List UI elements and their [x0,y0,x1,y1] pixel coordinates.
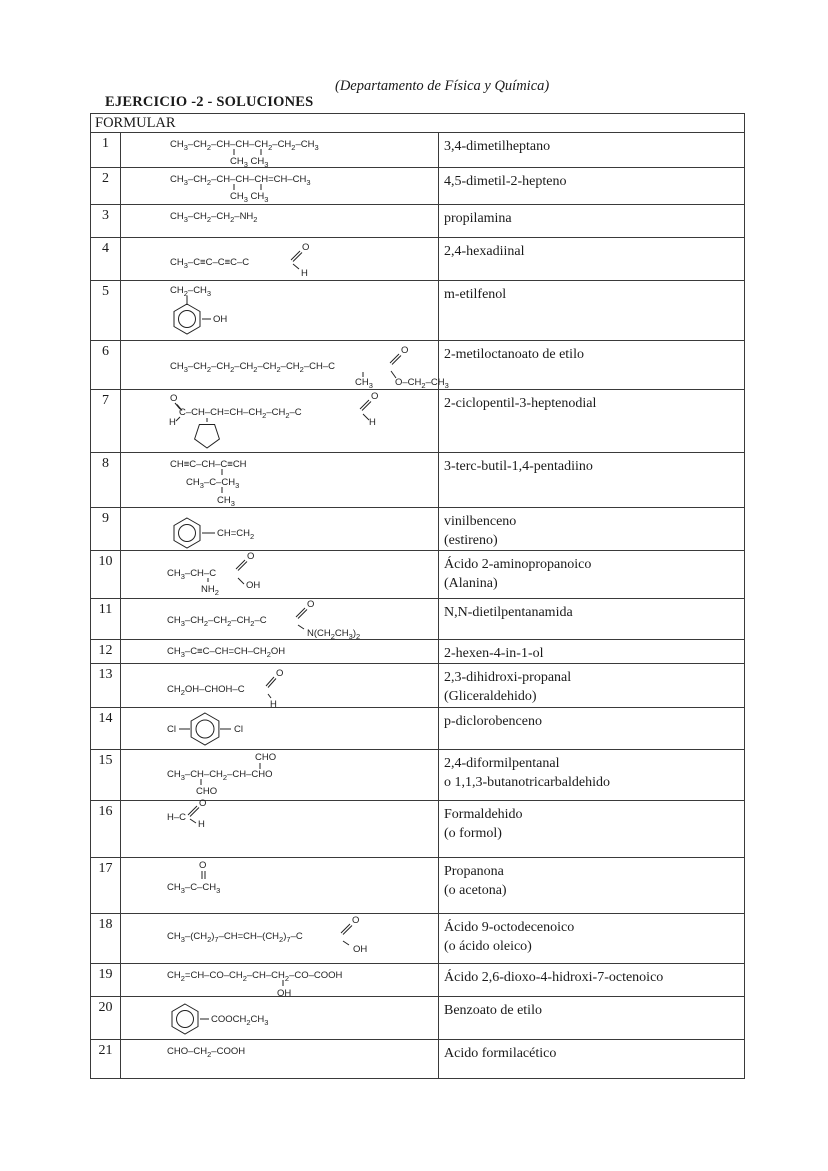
table-row [91,599,745,640]
compound-name-cell [439,133,745,168]
table-row [91,914,745,964]
compound-name: Ácido 2-aminopropanoico [444,557,592,572]
row-number: 13 [91,664,121,708]
row-number: 19 [91,964,121,997]
structural-formula [121,858,439,914]
formula-text: $CH_2=CH-CO-CH_2-CH-CH_2-CO$–COOH [167,970,343,983]
compound-name: (o acetona) [444,883,507,898]
structural-formula [121,1040,439,1079]
compound-name-cell [439,664,745,708]
formula-text: $CH_3$ $CH_3$ [230,156,269,169]
structural-formula [121,390,439,453]
formula-text: O [247,551,255,562]
formula-text: CHO [255,752,277,763]
formula-text: $CH_2OH-CHOH-C$ [167,684,245,697]
compound-name-cell [439,205,745,238]
formula-cell [121,551,439,599]
formula-text: O [276,668,284,679]
compound-name-cell [439,964,745,997]
table-row [91,801,745,858]
row-number: 11 [91,599,121,640]
structural-formula [121,508,439,548]
compound-name: vinilbenceno [444,514,517,529]
table-row [91,708,745,750]
row-number: 7 [91,390,121,453]
formula-text: $CH_3-CH-CH_2-CH$–CHO [167,769,273,782]
compound-name-cell [439,453,745,508]
formula-text: $C-CH-CH=CH-CH_2-CH_2-C$ [179,407,302,420]
formula-text: CH≡C–CH–C≡CH [170,459,247,470]
compound-name: Ácido 9-octodecenoico [444,920,575,935]
formula-text: $CH_2-CH_3$ [170,285,212,298]
formula-cell [121,453,439,508]
formula-text: $COOCH_2CH_3$ [211,1014,269,1027]
compound-name-cell [439,341,745,390]
formula-text: O [302,242,310,253]
table-row [91,964,745,997]
table-row [91,640,745,664]
row-number: 8 [91,453,121,508]
compound-name: Ácido 2,6-dioxo-4-hidroxi-7-octenoico [444,970,664,985]
formula-text: $CH_3-CH_2-CH-CH-CH=CH-CH_3$ [170,174,311,187]
formula-cell [121,281,439,341]
structural-formula [121,133,439,168]
formula-cell [121,238,439,281]
formula-text: $CH_3$ [355,377,373,390]
row-number: 21 [91,1040,121,1079]
table-row [91,168,745,205]
structural-formula [121,168,439,205]
table-row [91,997,745,1040]
compound-name-cell [439,168,745,205]
compound-name: 2,4-diformilpentanal [444,756,560,771]
formula-cell [121,599,439,640]
formula-text: H [198,819,205,830]
table-row [91,238,745,281]
formula-text: $CH_3-(CH_2)_7-CH=CH-(CH_2)_7-C$ [167,931,303,944]
formula-text: $N(CH_2CH_3)_2$ [307,628,361,641]
compound-name: 4,5-dimetil-2-hepteno [444,174,567,189]
compound-name: Acido formilacético [444,1046,557,1061]
table-row [91,664,745,708]
compound-name: (o ácido oleico) [444,939,532,954]
department-label: (Departamento de Física y Química) [335,78,550,94]
compound-name: (o formol) [444,826,502,841]
compound-name-cell [439,997,745,1040]
formula-text: CHO–$CH_2$–COOH [167,1046,246,1059]
formula-text: $CH_3-CH-C$ [167,568,217,581]
formula-cell [121,858,439,914]
compound-name: 2-ciclopentil-3-heptenodial [444,396,597,411]
compound-name-cell [439,281,745,341]
compound-name: Benzoato de etilo [444,1003,542,1018]
compound-name-cell [439,551,745,599]
formula-cell [121,798,439,858]
formula-text: H [169,417,176,428]
formula-text: $NH_2$ [201,584,219,597]
compound-name: m-etilfenol [444,287,507,302]
formula-text: O [401,345,409,356]
compound-name-cell [439,1040,745,1079]
table-row [91,750,745,801]
row-number: 2 [91,168,121,205]
formula-cell [121,168,439,205]
table-row [91,508,745,551]
compound-name: 3,4-dimetilheptano [444,139,551,154]
formula-text: O [199,860,207,871]
formula-text: $CH_3-C\equiv C-CH=CH-CH_2OH$ [167,646,286,659]
formula-text: $CH_3-CH_2-CH_2-CH_2-C$ [167,615,267,628]
formula-cell [121,664,439,708]
formula-text: OH [277,988,292,999]
table-row [91,281,745,341]
formula-text: $CH_3-C-CH_3$ [167,882,221,895]
formula-text: Cl [167,724,176,735]
compound-name-cell [439,750,745,801]
table-row [91,133,745,168]
table-row [91,1040,745,1079]
formula-text: OH [246,580,261,591]
solutions-table [90,113,745,1079]
structural-formula [121,997,439,1040]
compound-name-cell [439,390,745,453]
compound-name-cell [439,238,745,281]
formula-cell [121,750,439,801]
structural-formula [121,551,439,599]
compound-name-cell [439,708,745,750]
formula-cell [121,508,439,551]
formula-cell [121,997,439,1040]
compound-name-cell [439,801,745,858]
table-row [91,858,745,914]
compound-name: (Gliceraldehido) [444,689,537,704]
formula-text: O [371,391,379,402]
structural-formula [121,205,439,238]
table-header: FORMULAR [91,114,745,133]
compound-name: 2,4-hexadiinal [444,244,525,259]
structural-formula [121,708,439,750]
table-row [91,390,745,453]
formula-text: CHO [196,786,218,797]
row-number: 6 [91,341,121,390]
formula-text: H [270,699,277,710]
formula-text: $CH_3-CH_2-CH-CH-CH_2-CH_2-CH_3$ [170,139,319,152]
structural-formula [121,281,439,341]
formula-text: H [301,268,308,279]
compound-name: o 1,1,3-butanotricarbaldehido [444,775,611,790]
formula-text: $CH=CH_2$ [217,528,255,541]
structural-formula [121,664,439,708]
formula-text: O [170,393,178,404]
formula-cell [121,341,449,390]
formula-cell [121,914,439,964]
compound-name: Propanona [444,864,504,879]
formula-text: Cl [234,724,243,735]
formula-text: $CH_3-C\equiv C-C\equiv C-C$ [170,257,250,270]
structural-formula [121,238,439,281]
compound-name-cell [439,640,745,664]
table-row [91,453,745,508]
compound-name: Formaldehido [444,807,523,822]
compound-name: propilamina [444,211,512,226]
formula-text: O [352,915,360,926]
formula-text: $CH_3-CH_2-CH_2-NH_2$ [170,211,258,224]
compound-name: (estireno) [444,533,498,548]
formula-text: H–C [167,812,187,823]
compound-name-cell [439,599,745,640]
row-number: 17 [91,858,121,914]
table-row [91,205,745,238]
row-number: 12 [91,640,121,664]
compound-name: (Alanina) [444,576,498,591]
structural-formula [121,640,439,663]
formula-text: O [199,798,207,809]
formula-text: OH [353,944,368,955]
compound-name: N,N-dietilpentanamida [444,605,573,620]
table-row [91,551,745,599]
formula-text: $O-CH_2-CH_3$ [395,377,449,390]
compound-name: 2-metiloctanoato de etilo [444,347,584,362]
compound-name-cell [439,914,745,964]
structural-formula [121,599,439,640]
formula-text: $CH_3$ $CH_3$ [230,191,269,204]
structural-formula [121,914,439,964]
compound-name: 2-hexen-4-in-1-ol [444,646,544,661]
row-number: 20 [91,997,121,1040]
formula-text: H [369,417,376,428]
row-number: 4 [91,238,121,281]
compound-name: 2,3-dihidroxi-propanal [444,670,572,685]
row-number: 18 [91,914,121,964]
row-number: 5 [91,281,121,341]
formula-cell [121,708,439,750]
compound-name-cell [439,508,745,551]
formula-text: $CH_3-CH_2-CH_2-CH_2-CH_2-CH_2-CH-C$ [170,361,335,374]
formula-cell [121,1040,439,1079]
structural-formula [121,750,439,801]
row-number: 14 [91,708,121,750]
row-number: 15 [91,750,121,801]
structural-formula [121,341,449,390]
compound-name: p-diclorobenceno [444,714,542,729]
structural-formula [121,798,439,858]
row-number: 9 [91,508,121,551]
row-number: 1 [91,133,121,168]
table-row [91,341,745,390]
compound-name: 3-terc-butil-1,4-pentadiino [444,459,593,474]
formula-cell [121,133,439,168]
formula-cell [121,964,439,997]
formula-text: O [307,599,315,610]
formula-text: $CH_3$ [217,495,235,508]
structural-formula [121,453,439,508]
structural-formula [121,964,439,997]
formula-cell [121,640,439,664]
formula-cell [121,205,439,238]
row-number: 3 [91,205,121,238]
exercise-title: EJERCICIO -2 - SOLUCIONES [105,94,314,110]
formula-cell [121,390,439,453]
formula-text: OH [213,314,228,325]
row-number: 16 [91,801,121,858]
compound-name-cell [439,858,745,914]
row-number: 10 [91,551,121,599]
formula-text: $CH_3-C-CH_3$ [186,477,240,490]
